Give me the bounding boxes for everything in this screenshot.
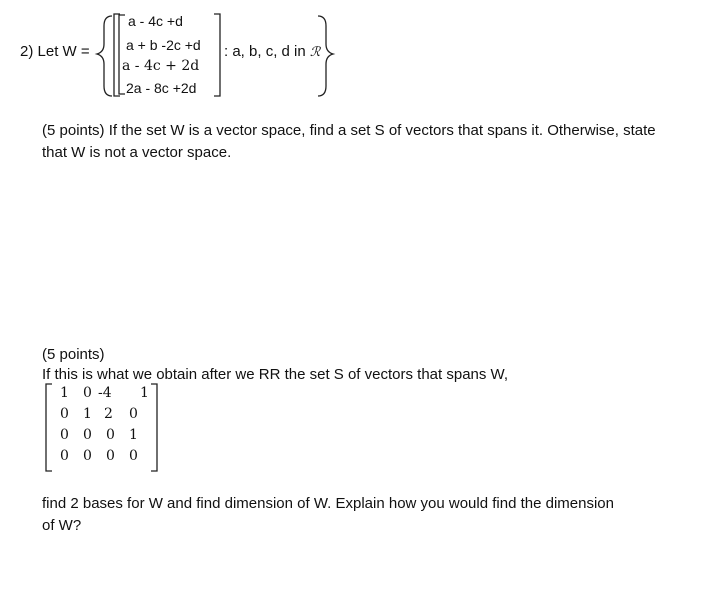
- problem-label: 2) Let W =: [20, 43, 90, 60]
- matrix-cell: 0: [83, 385, 92, 401]
- real-numbers-symbol: ℛ: [309, 45, 321, 60]
- condition-text: : a, b, c, d in: [224, 43, 310, 60]
- matrix-cell: 0: [60, 427, 69, 443]
- part2-points: (5 points): [42, 346, 105, 363]
- matrix-cell: -4: [98, 385, 112, 401]
- matrix-cell: 0: [106, 448, 115, 464]
- set-condition: [224, 43, 320, 60]
- matrix-left-bracket: [46, 384, 52, 471]
- matrix-cell: 0: [83, 427, 92, 443]
- matrix-cell: 0: [60, 406, 69, 422]
- vector-row-2: a + b -2c +d: [126, 37, 201, 53]
- matrix-right-bracket: [151, 384, 157, 471]
- left-curly-brace: [97, 16, 112, 96]
- matrix-cell: 0: [106, 427, 115, 443]
- part1-line2: that W is not a vector space.: [42, 144, 232, 161]
- matrix-cell: 0: [129, 448, 138, 464]
- matrix-cell: 0: [60, 448, 69, 464]
- vector-row-4: 2a - 8c +2d: [126, 80, 197, 96]
- matrix-cell: 1: [129, 427, 138, 443]
- part2-question-line1: find 2 bases for W and find dimension of W. Explain how you would find the dimension: [42, 495, 614, 512]
- vector-row-1: a - 4c +d: [128, 13, 183, 29]
- part2-intro: If this is what we obtain after we RR the set S of vectors that spans W,: [42, 366, 509, 383]
- vector-right-bracket: [214, 14, 220, 96]
- matrix-cell: 0: [129, 406, 138, 422]
- part2-question-line2: of W?: [42, 517, 82, 534]
- vector-row-3: a - 4c + 2d: [122, 58, 200, 74]
- matrix-cell: 1: [83, 406, 92, 422]
- matrix-cell: 2: [104, 406, 113, 422]
- matrix-cell: 1: [140, 385, 149, 401]
- matrix-cell: 1: [60, 385, 69, 401]
- part1-line1: (5 points) If the set W is a vector space, find a set S of vectors that spans it. Otherwise, state: [42, 122, 656, 139]
- inner-left-bracket: [119, 15, 125, 94]
- matrix-cell: 0: [83, 448, 92, 464]
